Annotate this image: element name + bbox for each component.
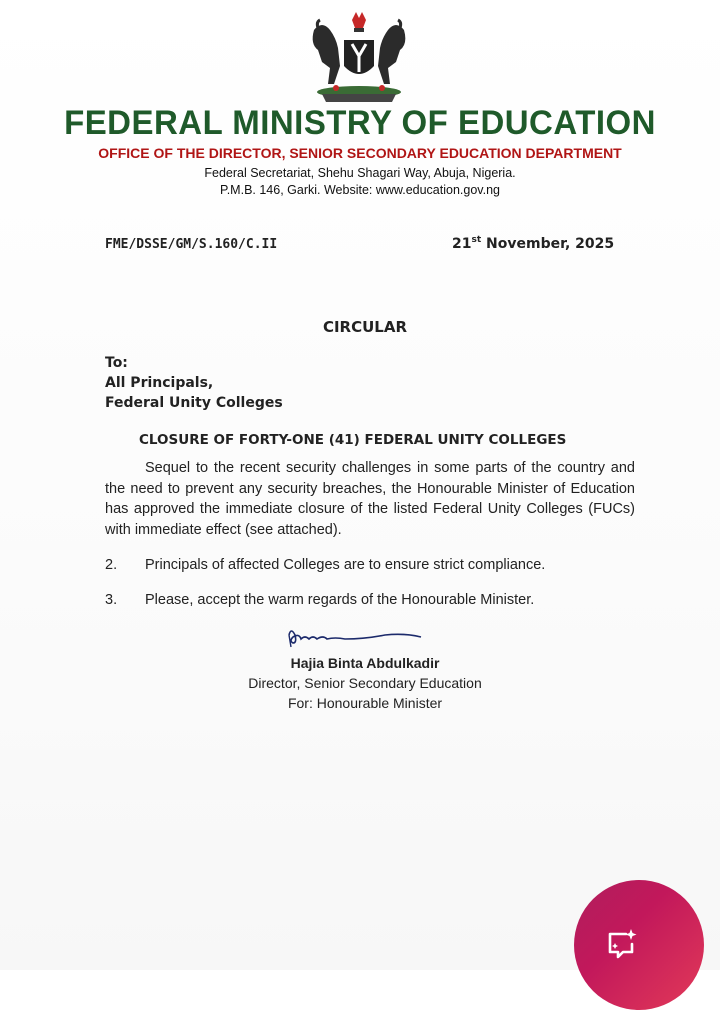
- date-day: 21: [452, 236, 472, 252]
- point-text: Please, accept the warm regards of the Honourable Minister.: [145, 592, 535, 608]
- addressee-block: [105, 353, 283, 413]
- point-2: [105, 557, 545, 573]
- signatory-for: For: Honourable Minister: [287, 695, 443, 711]
- office-title: OFFICE OF THE DIRECTOR, SENIOR SECONDARY EDUCATION DEPARTMENT: [98, 145, 622, 161]
- point-number: 2.: [105, 557, 118, 573]
- edit-sparkle-icon: [604, 926, 640, 962]
- addressee-to: To:: [105, 355, 128, 371]
- ministry-title: FEDERAL MINISTRY OF EDUCATION: [64, 104, 656, 142]
- letter-date: [452, 235, 614, 252]
- signatory-block: [0, 653, 720, 713]
- point-text: Principals of affected Colleges are to ensure strict compliance.: [145, 557, 546, 573]
- circular-heading: CIRCULAR: [322, 318, 408, 336]
- date-rest: November, 2025: [481, 236, 615, 252]
- subject-heading: CLOSURE OF FORTY-ONE (41) FEDERAL UNITY COLLEGES: [139, 432, 567, 448]
- coat-of-arms-icon: [300, 8, 418, 108]
- point-3: [105, 592, 534, 608]
- reference-number: FME/DSSE/GM/S.160/C.II: [105, 237, 278, 252]
- signature-icon: [285, 625, 425, 655]
- addressee-line-2: Federal Unity Colleges: [105, 395, 283, 411]
- addressee-line-1: All Principals,: [105, 375, 214, 391]
- address-line-2: P.M.B. 146, Garki. Website: www.education.gov.ng: [219, 183, 500, 197]
- address-line-1: Federal Secretariat, Shehu Shagari Way, Abuja, Nigeria.: [204, 166, 516, 180]
- signatory-title: Director, Senior Secondary Education: [248, 675, 482, 691]
- date-suffix: st: [471, 235, 482, 245]
- signatory-name: Hajia Binta Abdulkadir: [290, 655, 440, 671]
- edit-fab-button[interactable]: [574, 880, 704, 1010]
- point-number: 3.: [105, 592, 118, 608]
- body-paragraph-1: Sequel to the recent security challenges in some parts of the country and the need to prevent any security breaches, the Honourable Minister of Education has approved the immediate closure of the listed Federal Unity Colleges (FUCs) with immediate effect (see attached).: [105, 460, 635, 538]
